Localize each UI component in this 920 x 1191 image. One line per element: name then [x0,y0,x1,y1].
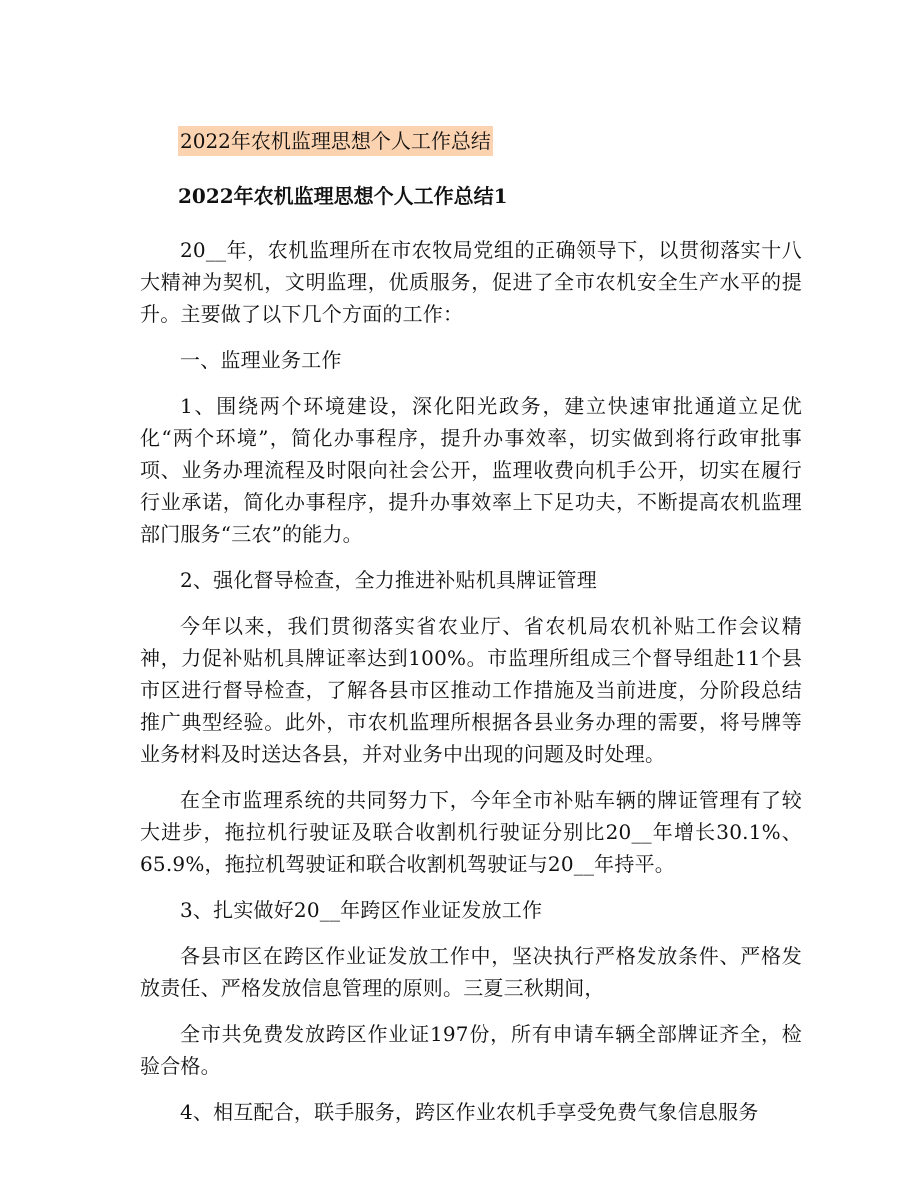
section-heading: 2022年农机监理思想个人工作总结1 [178,184,508,208]
paragraph-item-2-title: 2、强化督导检查，全力推进补贴机具牌证管理 [180,568,597,592]
section-title-supervision: 一、监理业务工作 [180,348,342,372]
document-page [140,126,802,1128]
paragraph-item-3-title: 3、扎实做好20__年跨区作业证发放工作 [180,898,543,922]
paragraph-item-4-title: 4、相互配合，联手服务，跨区作业农机手享受免费气象信息服务 [180,1100,759,1124]
paragraph-item-3-body: 各县市区在跨区作业证发放工作中，坚决执行严格发放条件、严格发放责任、严格发放信息管理的原则。三夏三秋期间， [140,944,802,1000]
paragraph-item-2-result: 在全市监理系统的共同努力下，今年全市补贴车辆的牌证管理有了较大进步，拖拉机行驶证及联合收割机行驶证分别比20__年增长30.1%、65.9%，拖拉机驾驶证和联合收割机驾驶证与20__年持平。 [140,788,802,876]
document-title: 2022年农机监理思想个人工作总结 [178,126,493,156]
paragraph-intro: 20__年，农机监理所在市农牧局党组的正确领导下，以贯彻落实十八大精神为契机，文明监理，优质服务，促进了全市农机安全生产水平的提升。主要做了以下几个方面的工作： [140,238,802,326]
paragraph-item-1: 1、围绕两个环境建设，深化阳光政务，建立快速审批通道立足优化“两个环境”，简化办事程序，提升办事效率，切实做到将行政审批事项、业务办理流程及时限向社会公开，监理收费向机手公开，切实在履行行业承诺，简化办事程序，提升办事效率上下足功夫，不断提高农机监理部门服务“三农”的能力。 [140,394,802,546]
paragraph-item-3-result: 全市共免费发放跨区作业证197份，所有申请车辆全部牌证齐全，检验合格。 [140,1022,802,1078]
paragraph-item-2-body: 今年以来，我们贯彻落实省农业厅、省农机局农机补贴工作会议精神，力促补贴机具牌证率达到100%。市监理所组成三个督导组赴11个县市区进行督导检查，了解各县市区推动工作措施及当前进度，分阶段总结推广典型经验。此外，市农机监理所根据各县业务办理的需要，将号牌等业务材料及时送达各县，并对业务中出现的问题及时处理。 [140,614,802,766]
